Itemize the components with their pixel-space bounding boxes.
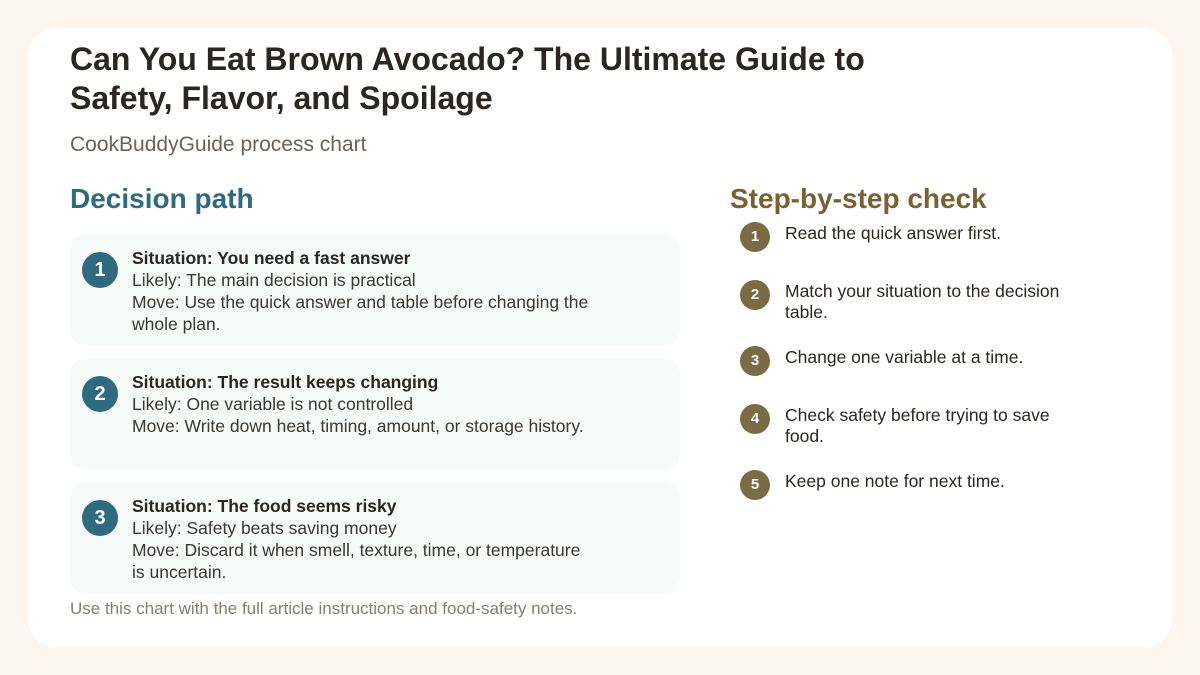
- situation-likely: Likely: Safety beats saving money: [132, 518, 397, 538]
- situation-likely: Likely: The main decision is practical: [132, 270, 416, 290]
- situation-number-badge: 1: [82, 252, 118, 288]
- footer-note: Use this chart with the full article instructions and food-safety notes.: [70, 599, 578, 618]
- situation-card: [70, 358, 680, 470]
- situation-move: Move: Write down heat, timing, amount, or storage history.: [132, 416, 584, 436]
- situation-number-badge: 3: [82, 500, 118, 536]
- situation-text: [132, 495, 592, 583]
- situation-card: [70, 234, 680, 346]
- step-text: Check safety before trying to save food.: [785, 405, 1050, 446]
- page-subtitle: CookBuddyGuide process chart: [70, 133, 367, 156]
- situation-move: Move: Use the quick answer and table before changing the whole plan.: [132, 292, 589, 334]
- situation-likely: Likely: One variable is not controlled: [132, 394, 414, 414]
- situation-text: [132, 371, 592, 437]
- decision-path-heading: Decision path: [70, 183, 254, 214]
- step-text: Change one variable at a time.: [785, 347, 1024, 367]
- step-number-badge: 3: [740, 346, 770, 376]
- situation-title: Situation: The result keeps changing: [132, 372, 439, 392]
- step-check-heading: Step-by-step check: [730, 183, 987, 214]
- step-text: Read the quick answer first.: [785, 223, 1001, 243]
- page-title: Can You Eat Brown Avocado? The Ultimate Guide to Safety, Flavor, and Spoilage: [70, 41, 865, 116]
- situation-move: Move: Discard it when smell, texture, time, or temperature is uncertain.: [132, 540, 581, 582]
- situation-number-badge: 2: [82, 376, 118, 412]
- situation-card: [70, 482, 680, 594]
- situation-title: Situation: You need a fast answer: [132, 248, 411, 268]
- situation-text: [132, 247, 592, 335]
- step-number-badge: 1: [740, 222, 770, 252]
- step-text: Match your situation to the decision table.: [785, 281, 1060, 322]
- step-number-badge: 4: [740, 404, 770, 434]
- step-text: Keep one note for next time.: [785, 471, 1005, 491]
- situation-title: Situation: The food seems risky: [132, 496, 397, 516]
- step-number-badge: 5: [740, 470, 770, 500]
- step-number-badge: 2: [740, 280, 770, 310]
